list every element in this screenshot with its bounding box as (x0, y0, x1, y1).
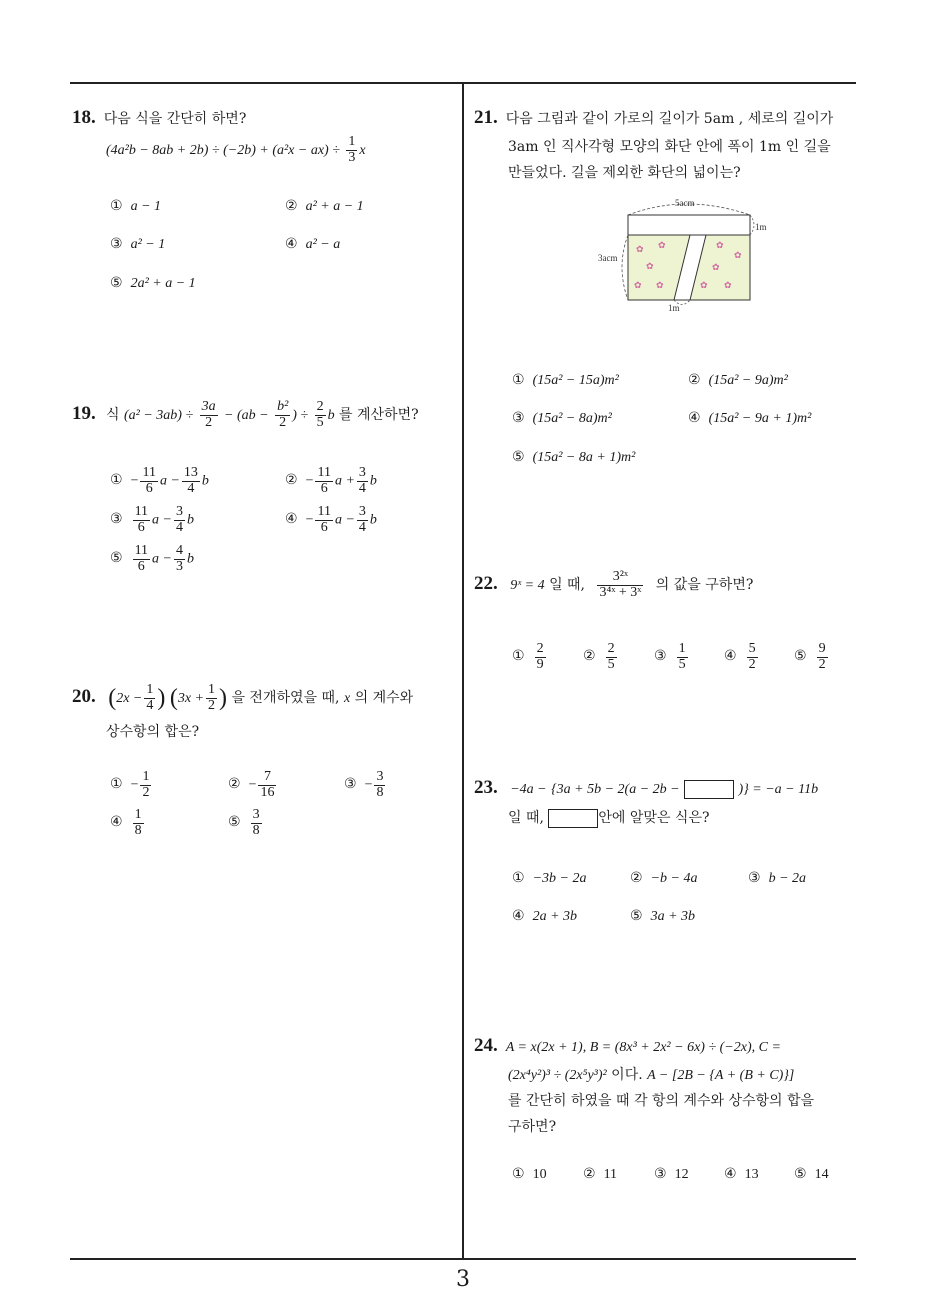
option-4[interactable]: ④ $\frac{1}{8}$ (110, 807, 142, 838)
option-3[interactable]: ③ $\frac{11}{6}$ a − $\frac{3}{4}$ b (110, 504, 194, 535)
garden-figure (598, 195, 773, 320)
option-1[interactable]: ① $\frac{2}{9}$ (512, 641, 544, 672)
option-5[interactable]: ⑤ $\frac{9}{2}$ (794, 641, 826, 672)
question-number: 20. (72, 686, 96, 708)
top-path-width-label: 1m (755, 222, 767, 232)
option-2[interactable]: ② − $\frac{11}{6}$ a + $\frac{3}{4}$ b (285, 465, 377, 496)
question-prompt-line1: A = x(2x + 1), B = (8x³ + 2x² − 6x) ÷ (−2x), C = (505, 1040, 781, 1055)
question-21 (474, 100, 864, 187)
flower-icon: ✿ (734, 251, 742, 261)
question-prompt-line2: 상수항의 합은? (106, 724, 200, 740)
option-2[interactable]: ② a² + a − 1 (285, 198, 364, 214)
answer-blank (684, 780, 734, 799)
question-19 (72, 396, 419, 431)
flower-icon: ✿ (634, 281, 642, 291)
option-1[interactable]: ① −3b − 2a (512, 870, 587, 886)
option-4[interactable]: ④ (15a² − 9a + 1)m² (688, 410, 812, 426)
option-4[interactable]: ④ − $\frac{11}{6}$ a − $\frac{3}{4}$ b (285, 504, 377, 535)
flower-icon: ✿ (656, 281, 664, 291)
option-4[interactable]: ④ 2a + 3b (512, 908, 578, 924)
option-1[interactable]: ① 10 (512, 1166, 547, 1182)
question-prompt-line2: 3am 인 직사각형 모양의 화단 안에 폭이 1m 인 길을 (508, 139, 831, 156)
page-number: 3 (456, 1267, 470, 1292)
option-5[interactable]: ⑤ 2a² + a − 1 (110, 275, 196, 291)
fraction: $\frac{1}{3}$ (348, 134, 356, 165)
option-1[interactable]: ① (15a² − 15a)m² (512, 372, 619, 388)
flower-icon: ✿ (716, 241, 724, 251)
question-prompt-line2: 일 때, 안에 알맞은 식은? (508, 810, 710, 826)
option-3[interactable]: ③ $\frac{1}{5}$ (654, 641, 686, 672)
option-4[interactable]: ④ a² − a (285, 236, 341, 252)
question-18 (72, 100, 366, 166)
flower-icon: ✿ (636, 245, 644, 255)
flower-icon: ✿ (700, 281, 708, 291)
option-3[interactable]: ③ 12 (654, 1166, 689, 1182)
flower-icon: ✿ (712, 263, 720, 273)
expression-b: {3a + 5b − 2(a − 2b − (551, 782, 680, 797)
question-23 (474, 770, 818, 805)
question-prompt: 식 (a² − 3ab) ÷ $\frac{3a}{2}$ − (ab − $\frac{\text{b²}}{2}$ ) ÷ $\frac{2}{5}$ b 를 계산하면? (106, 399, 419, 430)
bottom-rule (70, 1258, 856, 1260)
flower-icon: ✿ (646, 262, 654, 272)
question-20 (72, 676, 413, 720)
expression: (4a²b − 8ab + 2b) ÷ (−2b) + (a²x − ax) ÷ (106, 143, 340, 159)
height-label: 3acm (598, 253, 618, 263)
flower-icon: ✿ (724, 281, 732, 291)
column-divider (462, 83, 464, 1259)
question-number: 22. (474, 573, 498, 594)
question-prompt-line1: 다음 그림과 같이 가로의 길이가 5am , 세로의 길이가 (505, 111, 834, 127)
question-prompt-line2: (2x⁴y²)³ ÷ (2x⁵y³)² 이다. A − [2B − {A + (B + C)}] (508, 1067, 795, 1084)
question-prompt: 9ˣ = 4 일 때, $\frac{\text{3²ˣ}}{\text{3⁴ˣ + 3ˣ}}$ 의 값을 구하면? (510, 568, 754, 600)
question-prompt: 다음 식을 간단히 하면? (103, 111, 247, 127)
option-2[interactable]: ② $\frac{2}{5}$ (583, 641, 615, 672)
option-3[interactable]: ③ b − 2a (748, 870, 807, 886)
option-5[interactable]: ⑤ 14 (794, 1166, 829, 1182)
question-number: 18. (72, 107, 96, 128)
option-2[interactable]: ② 11 (583, 1166, 618, 1182)
expression-tail: x (359, 143, 366, 159)
question-24 (474, 1028, 864, 1141)
option-4[interactable]: ④ $\frac{5}{2}$ (724, 641, 756, 672)
option-2[interactable]: ② (15a² − 9a)m² (688, 372, 788, 388)
option-1[interactable]: ① a − 1 (110, 198, 162, 214)
option-2[interactable]: ② − $\frac{7}{16}$ (228, 769, 275, 800)
option-5[interactable]: ⑤ 3a + 3b (630, 908, 696, 924)
question-prompt-line3: 만들었다. 길을 제외한 화단의 넓이는? (508, 165, 741, 182)
expression-a: −4a − (510, 782, 547, 797)
question-number: 24. (474, 1035, 498, 1056)
option-1[interactable]: ① − $\frac{1}{2}$ (110, 769, 150, 800)
option-2[interactable]: ② −b − 4a (630, 870, 698, 886)
answer-blank (548, 809, 598, 828)
expression-c: )} = −a − 11b (738, 782, 819, 797)
option-3[interactable]: ③ − $\frac{3}{8}$ (344, 769, 384, 800)
option-3[interactable]: ③ (15a² − 8a)m² (512, 410, 612, 426)
option-1[interactable]: ① − $\frac{11}{6}$ a − $\frac{13}{4}$ b (110, 465, 209, 496)
question-number: 21. (474, 107, 498, 128)
option-5[interactable]: ⑤ (15a² − 8a + 1)m² (512, 449, 636, 465)
question-prompt: (2x − $\frac{1}{4}$ ) (3x + $\frac{1}{2}$ ) 을 전개하였을 때, x 의 계수와 (108, 682, 414, 713)
flower-icon: ✿ (658, 241, 666, 251)
question-prompt-line3: 를 간단히 하였을 때 각 항의 계수와 상수항의 합을 (508, 1093, 815, 1110)
option-4[interactable]: ④ 13 (724, 1166, 759, 1182)
question-22 (474, 566, 753, 601)
question-number: 19. (72, 403, 96, 424)
garden-diagram (598, 195, 773, 320)
width-label: 5acm (675, 198, 695, 208)
option-5[interactable]: ⑤ $\frac{11}{6}$ a − $\frac{4}{3}$ b (110, 543, 194, 574)
option-5[interactable]: ⑤ $\frac{3}{8}$ (228, 807, 260, 838)
option-3[interactable]: ③ a² − 1 (110, 236, 166, 252)
question-prompt-line4: 구하면? (508, 1118, 557, 1135)
question-number: 23. (474, 777, 498, 798)
bottom-path-width-label: 1m (668, 303, 680, 313)
